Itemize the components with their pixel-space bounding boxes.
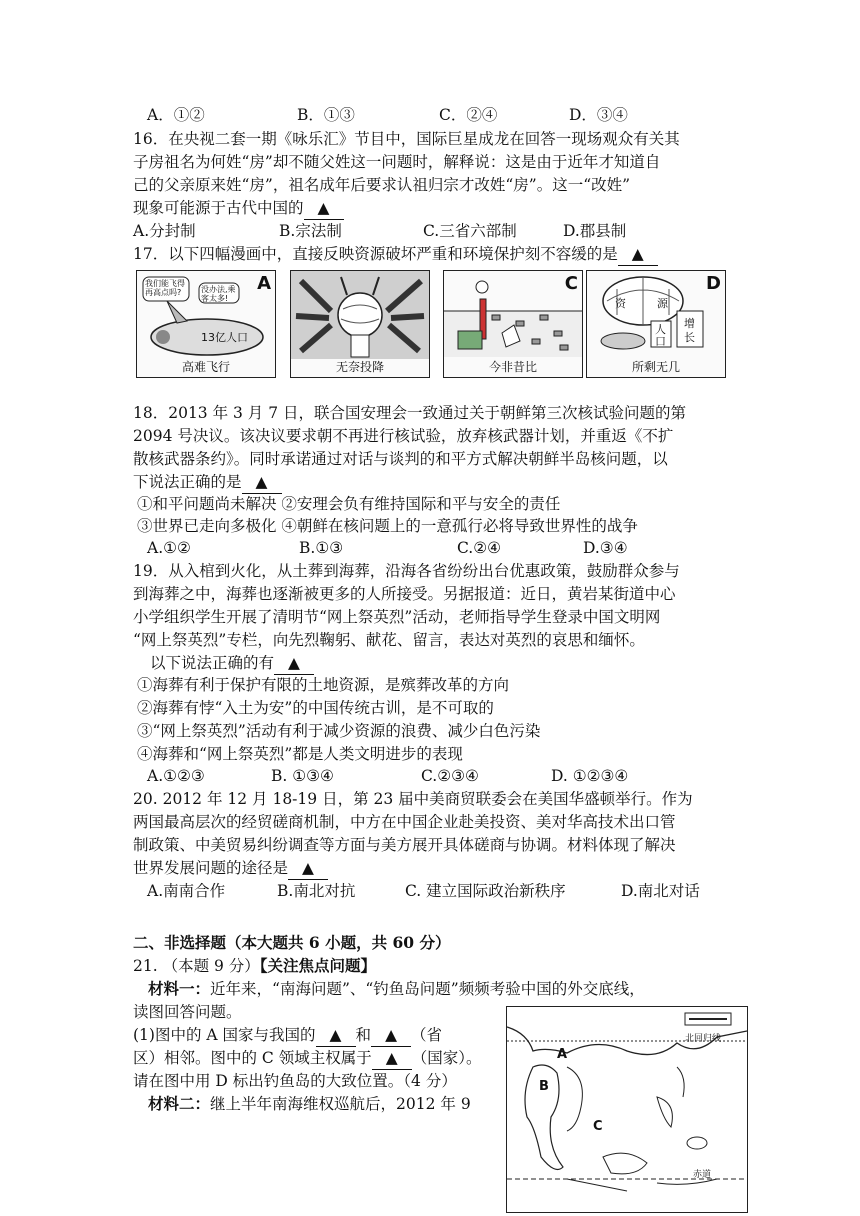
comic-caption: 今非昔比 (488, 360, 537, 374)
q20-option-b: B.南北对抗 (277, 882, 356, 900)
q15-option-b: B．①③ (297, 106, 355, 124)
answer-blank[interactable]: ▲ (274, 652, 314, 675)
q16-last-line (133, 197, 344, 220)
comic-caption: 无奈投降 (335, 360, 384, 374)
comic-caption: 高难飞行 (181, 360, 230, 374)
comic-a-body-text: 13亿人口 (201, 331, 248, 344)
q19-last-line (150, 652, 314, 675)
q19-item: ①海葬有利于保护有限的土地资源，是殡葬改革的方向 (137, 676, 510, 694)
answer-blank[interactable]: ▲ (618, 243, 658, 266)
q19-option-c: C.②③④ (421, 767, 479, 785)
material-label: 材料一： (148, 979, 211, 998)
material-text: 继上半年南海维权巡航后，2012 年 9 (210, 1095, 471, 1113)
stumps-landscape-drawing (444, 271, 582, 357)
map-label-tropic: 北回归线 (685, 1034, 722, 1044)
q21-text: 区）相邻。图中的 C 领域主权属于 (133, 1049, 372, 1067)
q17-stem (133, 243, 658, 266)
q18-option-d: D.③④ (583, 539, 628, 557)
q18-line: 散核武器条约》。同时承诺通过对话与谈判的和平方式解决朝鲜半岛核问题，以 (133, 450, 668, 468)
q16-option-d: D.郡县制 (563, 222, 627, 240)
q19-item: ②海葬有悖“入土为安”的中国传统古训，是不可取的 (137, 699, 494, 717)
q18-option-b: B.①③ (299, 539, 344, 557)
answer-blank[interactable]: ▲ (372, 1047, 412, 1070)
q21-tag: 【关注焦点问题】 (259, 956, 377, 975)
q19-line: “网上祭英烈”专栏，向先烈鞠躬、献花、留言，表达对英烈的哀思和缅怀。 (133, 631, 645, 649)
q16-stem-end: 现象可能源于古代中国的 (133, 199, 304, 217)
q21-text: (1)图中的 A 国家与我国的 (133, 1026, 316, 1044)
q18-stem-end: 下说法正确的是 (133, 473, 242, 491)
q21-part-1-instruction: 请在图中用 D 标出钓鱼岛的大致位置。（4 分） (133, 1072, 457, 1090)
q20-last-line (133, 857, 328, 880)
q20-option-a: A.南南合作 (147, 882, 226, 900)
comic-a (136, 270, 276, 378)
answer-blank[interactable]: ▲ (288, 857, 328, 880)
material-label: 材料二： (148, 1094, 211, 1113)
comic-d-word: 长 (684, 331, 695, 344)
q16-option-a: A.分封制 (133, 222, 196, 240)
q18-item: ③世界已走向多极化 ④朝鲜在核问题上的一意孤行必将导致世界性的战争 (137, 517, 638, 535)
q20-line: 制政策、中美贸易纠纷调查等方面与美方展开具体磋商与协调。材料体现了解决 (133, 836, 676, 854)
comic-a-bubble-1: 我们能飞得再高点吗? (145, 279, 185, 297)
q21-part-1 (133, 1024, 442, 1047)
q19-option-a: A.①②③ (147, 767, 205, 785)
q19-stem-end: 以下说法正确的有 (150, 654, 275, 672)
q21-material-1 (148, 978, 645, 1000)
comic-c (443, 270, 583, 378)
q19-option-d: D. ①②③④ (551, 767, 629, 785)
q21-text: （国家）。 (411, 1049, 482, 1067)
q15-option-d: D．③④ (569, 106, 628, 124)
q16-option-c: C.三省六部制 (423, 222, 517, 240)
q21-material-2 (148, 1093, 471, 1115)
comic-caption: 所剩无几 (631, 360, 680, 374)
q18-option-a: A.①② (147, 539, 191, 557)
comic-letter: C (564, 273, 578, 294)
answer-blank[interactable]: ▲ (242, 471, 282, 494)
q15-option-a: A．①② (147, 106, 205, 124)
map-label-a: A (557, 1047, 568, 1062)
q21-text: （省 (411, 1026, 443, 1044)
q19-line: 19．从入棺到火化，从土葬到海葬，沿海各省纷纷出台优惠政策，鼓励群众参与 (133, 562, 680, 580)
q20-line: 20. 2012 年 12 月 18-19 日，第 23 届中美商贸联委会在美国华盛顿举行。作为 (133, 790, 693, 808)
q16-option-b: B.宗法制 (279, 222, 342, 240)
q16-line: 16．在央视二套一期《咏乐汇》节目中，国际巨星成龙在回答一现场观众有关其 (133, 130, 680, 148)
q20-line: 两国最高层次的经贸磋商机制，中方在中国企业赴美投资、美对华高技术出口管 (133, 813, 676, 831)
q19-line: 到海葬之中，海葬也逐渐被更多的人所接受。另据报道：近日，黄岩某街道中心 (133, 585, 676, 603)
section-title: 二、非选择题（本大题共 6 小题，共 60 分） (133, 933, 451, 952)
q18-option-c: C.②④ (457, 539, 502, 557)
comic-d-word: 人 (655, 323, 666, 336)
q19-item: ④海葬和“网上祭英烈”都是人类文明进步的表现 (137, 745, 463, 763)
q21-part-1-cont (133, 1047, 481, 1070)
comic-letter: D (706, 273, 721, 294)
comic-b (290, 270, 430, 378)
q19-line: 小学组织学生开展了清明节“网上祭英烈”活动，老师指导学生登录中国文明网 (133, 608, 661, 626)
map-label-equator: 赤道 (693, 1170, 712, 1180)
q19-item: ③“网上祭英烈”活动有利于减少资源的浪费、减少白色污染 (137, 722, 541, 740)
q21-score: 21. （本题 9 分） (133, 957, 260, 975)
q15-option-c: C．②④ (439, 106, 498, 124)
comic-d-word: 增 (684, 317, 695, 330)
southeast-asia-map[interactable] (506, 1006, 748, 1213)
q18-last-line (133, 471, 282, 494)
material-text: 近年来，“南海问题”、“钓鱼岛问题”频频考验中国的外交底线， (210, 980, 645, 998)
q16-line: 子房祖名为何姓“房”却不随父姓这一问题时，解释说：这是由于近年才知道自 (133, 153, 661, 171)
comic-a-bubble-2: 没办法,乘客太多! (201, 285, 236, 303)
map-label-c: C (593, 1119, 603, 1134)
q20-stem-end: 世界发展问题的途径是 (133, 859, 289, 877)
map-label-b: B (539, 1079, 549, 1094)
surrender-globe-drawing (291, 271, 429, 359)
answer-blank[interactable]: ▲ (304, 197, 344, 220)
q21-head (133, 955, 376, 977)
q18-item: ①和平问题尚未解决 ②安理会负有维持国际和平与安全的责任 (137, 495, 561, 513)
comic-d-word: 源 (657, 297, 668, 310)
q16-line: 己的父亲原来姓“房”，祖名成年后要求认祖归宗才改姓“房”。这一“改姓” (133, 176, 631, 194)
answer-blank[interactable]: ▲ (316, 1024, 356, 1047)
q21-text: 和 (355, 1026, 372, 1044)
comic-d (586, 270, 726, 378)
q20-option-d: D.南北对话 (621, 882, 700, 900)
q20-option-c: C. 建立国际政治新秩序 (405, 882, 566, 900)
q19-option-b: B. ①③④ (271, 767, 334, 785)
comic-d-word: 口 (655, 335, 666, 348)
q17-stem-text: 17．以下四幅漫画中，直接反映资源破坏严重和环境保护刻不容缓的是 (133, 245, 618, 263)
comic-d-word: 资 (615, 297, 626, 310)
q18-line: 18．2013 年 3 月 7 日，联合国安理会一致通过关于朝鲜第三次核试验问题的第 (133, 404, 687, 422)
q18-line: 2094 号决议。该决议要求朝不再进行核试验，放弃核武器计划，并重返《不扩 (133, 427, 674, 445)
answer-blank[interactable]: ▲ (371, 1024, 411, 1047)
comic-letter: A (257, 273, 271, 294)
q21-material-1-cont: 读图回答问题。 (133, 1003, 242, 1021)
